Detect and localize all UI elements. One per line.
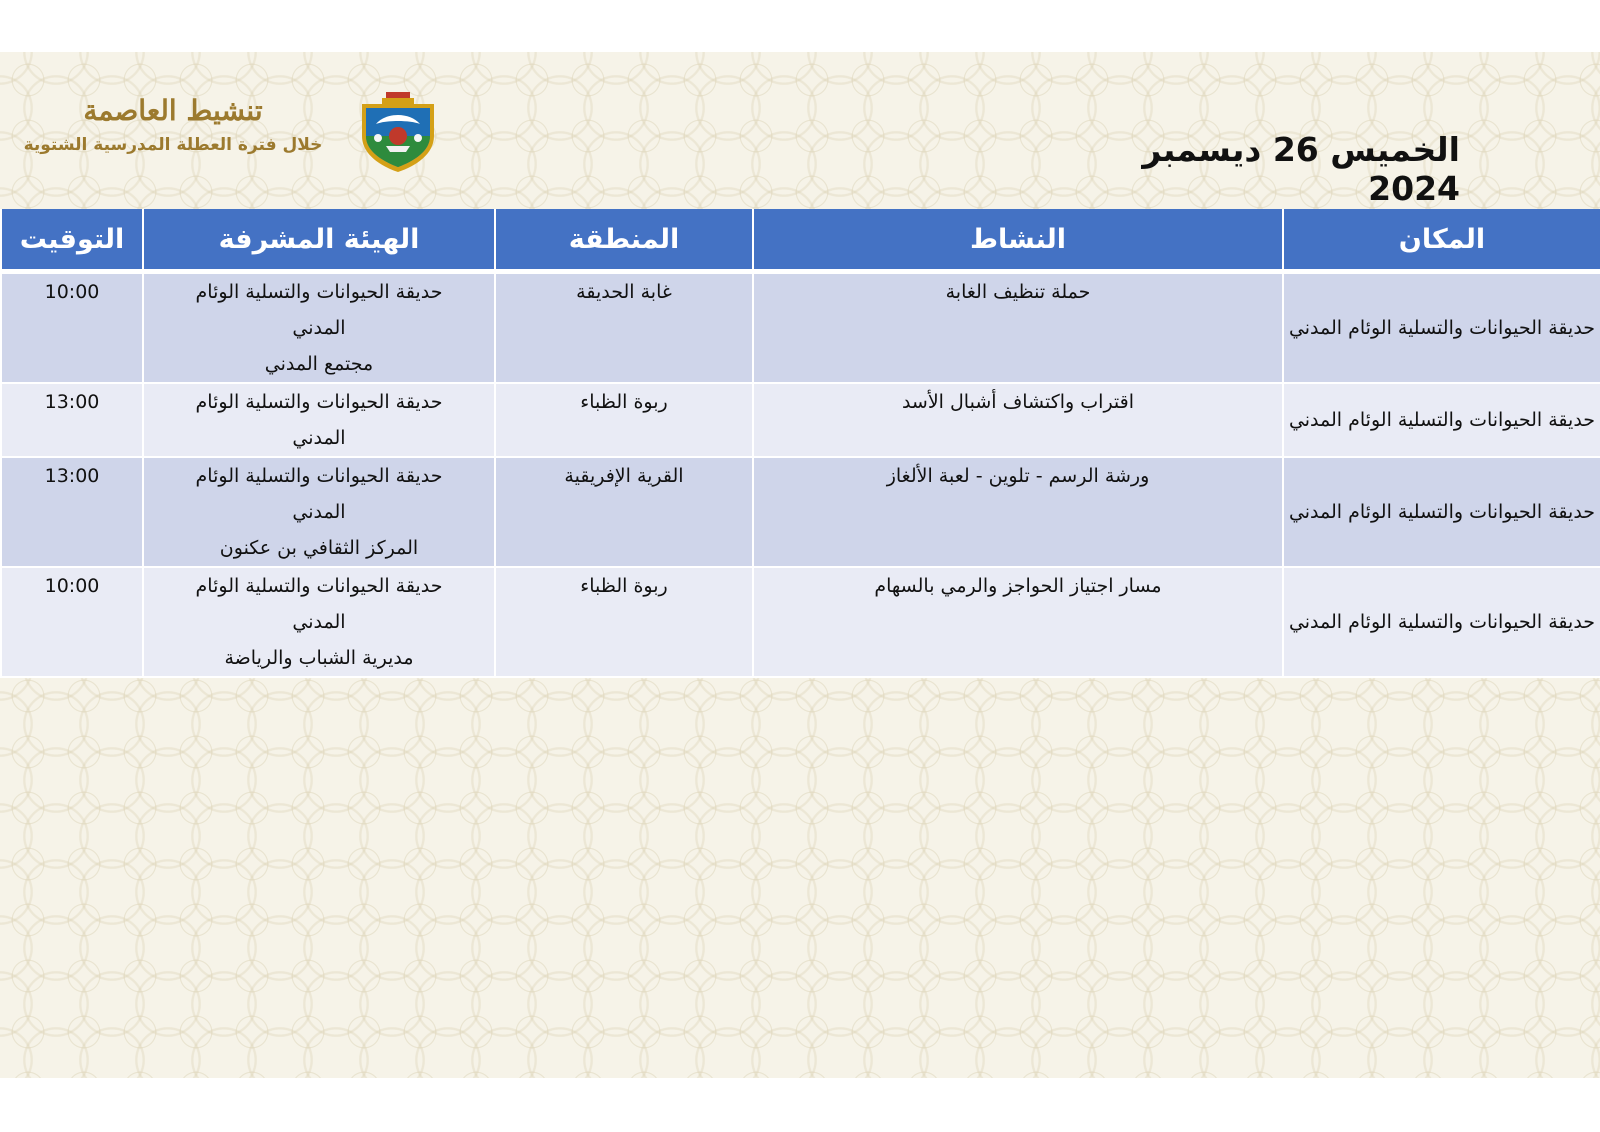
supervising-body-line: حديقة الحيوانات والتسلية الوئام bbox=[195, 575, 443, 597]
area-cell: القرية الإفريقية bbox=[495, 457, 753, 567]
supervising-body-line: المركز الثقافي بن عكنون bbox=[219, 537, 419, 559]
table-row bbox=[1, 567, 1600, 677]
column-header-supervising-body: الهيئة المشرفة bbox=[143, 209, 495, 272]
supervising-body-line: حديقة الحيوانات والتسلية الوئام bbox=[195, 281, 443, 303]
time-cell: 10:00 bbox=[1, 272, 143, 384]
supervising-body-line: المدني bbox=[292, 317, 346, 339]
column-header-time: التوقيت bbox=[1, 209, 143, 272]
table-row bbox=[1, 272, 1600, 384]
time-cell: 13:00 bbox=[1, 457, 143, 567]
activity-cell: حملة تنظيف الغابة bbox=[753, 272, 1283, 384]
supervising-body-line: المدني bbox=[292, 611, 346, 633]
schedule-table bbox=[0, 209, 1600, 678]
activity-cell: اقتراب واكتشاف أشبال الأسد bbox=[753, 383, 1283, 457]
supervising-body-line: حديقة الحيوانات والتسلية الوئام bbox=[195, 465, 443, 487]
supervising-body-cell bbox=[143, 383, 495, 457]
table-row bbox=[1, 383, 1600, 457]
supervising-body-cell bbox=[143, 567, 495, 677]
column-header-place: المكان bbox=[1283, 209, 1600, 272]
table-row bbox=[1, 457, 1600, 567]
area-cell: ربوة الظباء bbox=[495, 567, 753, 677]
supervising-body-line: حديقة الحيوانات والتسلية الوئام bbox=[195, 391, 443, 413]
brand-title: تنشيط العاصمة bbox=[83, 94, 263, 127]
supervising-body-line: مجتمع المدني bbox=[264, 353, 374, 375]
supervising-body-line: مديرية الشباب والرياضة bbox=[224, 647, 414, 669]
time-cell: 10:00 bbox=[1, 567, 143, 677]
area-cell: غابة الحديقة bbox=[495, 272, 753, 384]
column-header-activity: النشاط bbox=[753, 209, 1283, 272]
activity-cell: مسار اجتياز الحواجز والرمي بالسهام bbox=[753, 567, 1283, 677]
activity-cell: ورشة الرسم - تلوين - لعبة الألغاز bbox=[753, 457, 1283, 567]
place-cell: حديقة الحيوانات والتسلية الوئام المدني bbox=[1283, 383, 1600, 457]
brand-subtitle: خلال فترة العطلة المدرسية الشتوية bbox=[23, 135, 323, 155]
supervising-body-line: المدني bbox=[292, 501, 346, 523]
algiers-wilaya-emblem-icon bbox=[356, 90, 440, 174]
supervising-body-cell bbox=[143, 272, 495, 384]
brand-block bbox=[14, 92, 332, 158]
table-header-row bbox=[1, 209, 1600, 272]
place-cell: حديقة الحيوانات والتسلية الوئام المدني bbox=[1283, 457, 1600, 567]
supervising-body-cell bbox=[143, 457, 495, 567]
supervising-body-line: المدني bbox=[292, 427, 346, 449]
column-header-area: المنطقة bbox=[495, 209, 753, 272]
place-cell: حديقة الحيوانات والتسلية الوئام المدني bbox=[1283, 567, 1600, 677]
place-cell: حديقة الحيوانات والتسلية الوئام المدني bbox=[1283, 272, 1600, 384]
time-cell: 13:00 bbox=[1, 383, 143, 457]
area-cell: ربوة الظباء bbox=[495, 383, 753, 457]
schedule-date-title: الخميس 26 ديسمبر 2024 bbox=[1142, 130, 1460, 208]
